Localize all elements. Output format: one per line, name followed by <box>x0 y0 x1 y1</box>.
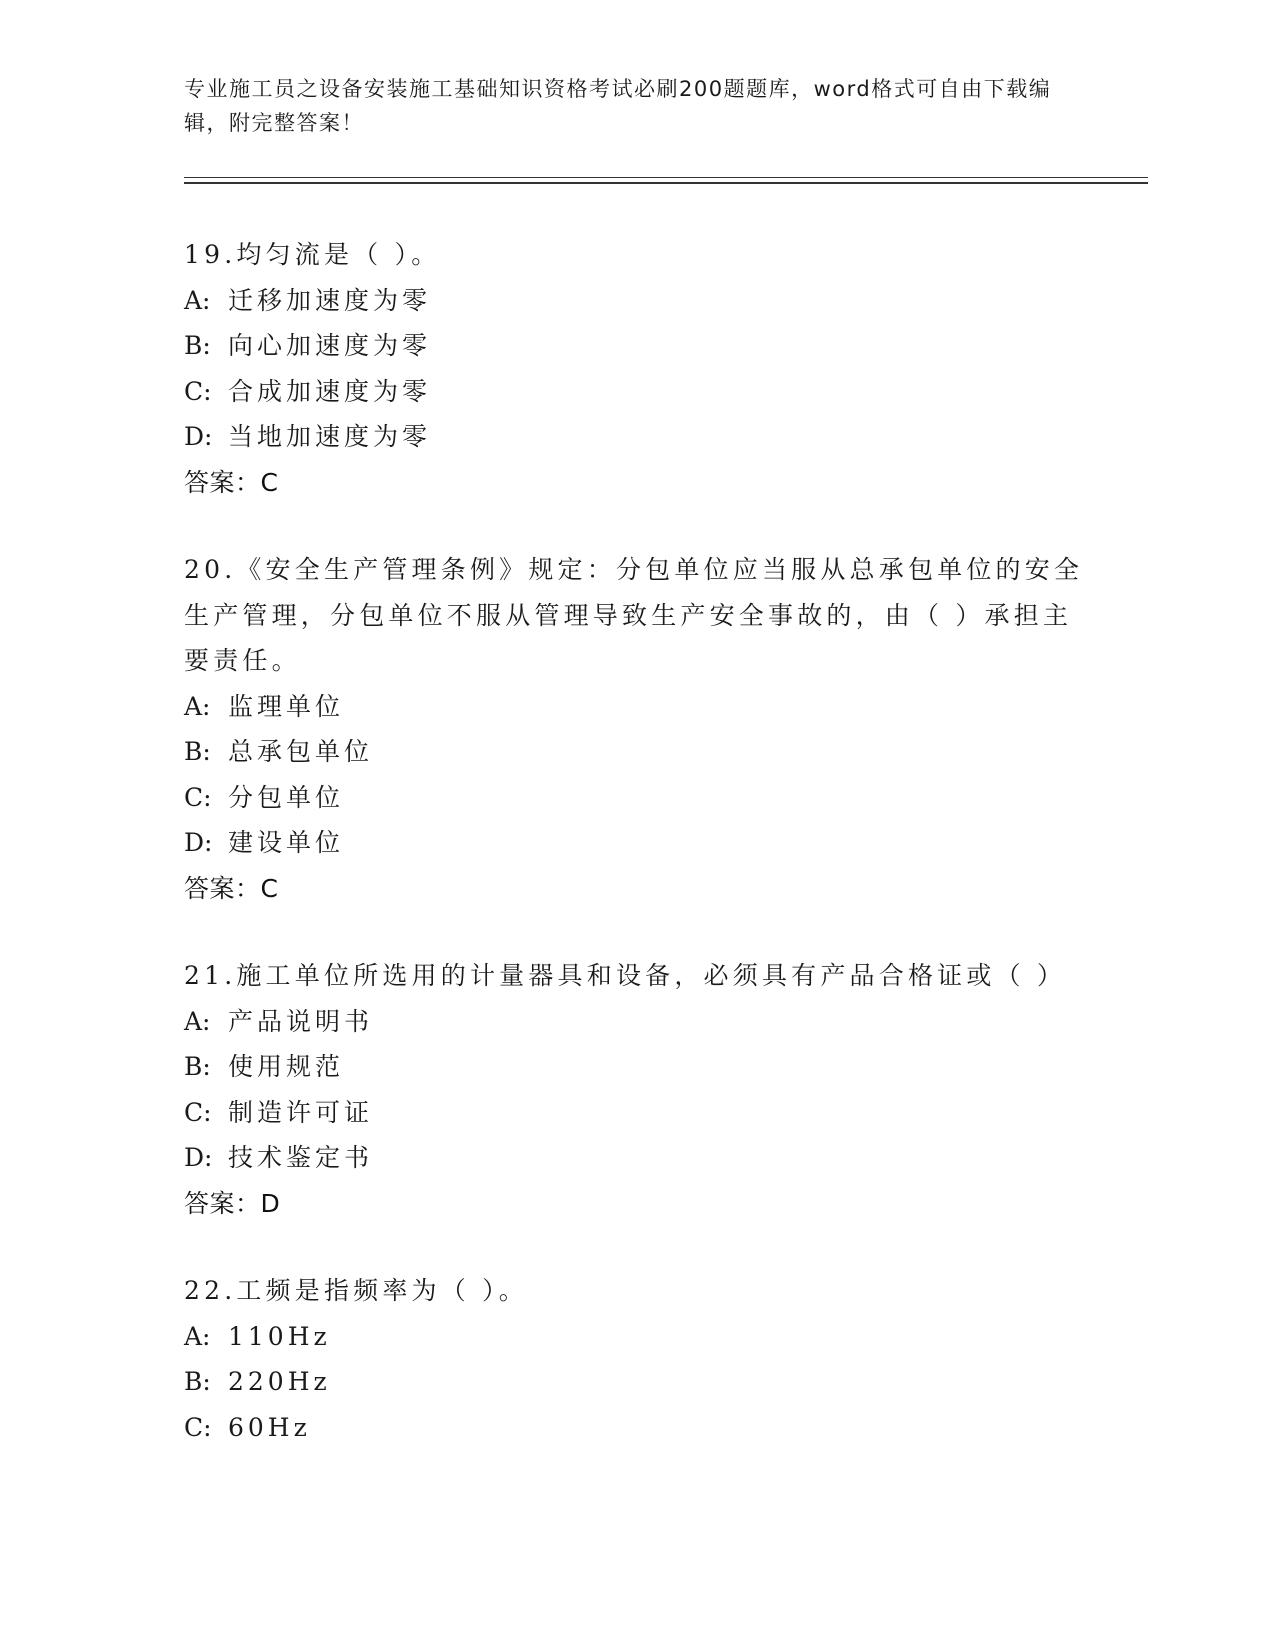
option-text: 合成加速度为零 <box>228 376 432 406</box>
option-a <box>184 684 1084 730</box>
option-letter: D: <box>184 828 213 857</box>
option-letter: B: <box>184 331 211 360</box>
option-text: 110Hz <box>228 1321 331 1351</box>
option-text: 制造许可证 <box>228 1097 374 1127</box>
option-text: 向心加速度为零 <box>228 331 432 360</box>
option-c <box>184 1405 1084 1451</box>
option-d <box>184 820 1084 866</box>
answer-line: 答案：C <box>184 467 279 497</box>
question-22 <box>184 1268 1084 1450</box>
question-21 <box>184 953 1084 1226</box>
answer-line: 答案：D <box>184 1188 281 1218</box>
option-text: 监理单位 <box>228 691 345 721</box>
option-d <box>184 1135 1084 1181</box>
option-letter: A: <box>184 285 211 315</box>
option-letter: B: <box>184 737 211 766</box>
option-text: 当地加速度为零 <box>228 422 432 451</box>
option-letter: D: <box>184 1143 213 1172</box>
option-letter: C: <box>184 1097 212 1127</box>
question-19 <box>184 232 1084 505</box>
option-text: 迁移加速度为零 <box>228 285 432 315</box>
option-text: 建设单位 <box>228 828 345 857</box>
option-d <box>184 414 1084 460</box>
option-text: 技术鉴定书 <box>228 1143 374 1172</box>
option-text: 使用规范 <box>228 1052 345 1081</box>
header-rule-top <box>184 177 1148 178</box>
option-letter: C: <box>184 376 212 406</box>
question-stem: 21.施工单位所选用的计量器具和设备，必须具有产品合格证或（ ） <box>184 961 1067 990</box>
option-c <box>184 775 1084 821</box>
option-letter: B: <box>184 1367 211 1396</box>
question-stem: 22.工频是指频率为（ ）。 <box>184 1276 529 1305</box>
option-text: 220Hz <box>228 1367 331 1396</box>
question-stem: 19.均匀流是（ ）。 <box>184 240 441 269</box>
answer-line: 答案：C <box>184 873 279 903</box>
option-text: 总承包单位 <box>228 737 374 766</box>
option-letter: A: <box>184 1006 211 1036</box>
question-list <box>184 232 1084 1492</box>
question-stem: 20.《安全生产管理条例》规定：分包单位应当服从总承包单位的安全生产管理，分包单位不服从管理导致生产安全事故的，由（ ）承担主要责任。 <box>184 555 1084 675</box>
option-c <box>184 369 1084 415</box>
option-b <box>184 729 1084 775</box>
question-20 <box>184 547 1084 911</box>
option-text: 60Hz <box>228 1412 311 1442</box>
option-a <box>184 1314 1084 1360</box>
option-a <box>184 278 1084 324</box>
option-letter: D: <box>184 422 213 451</box>
option-b <box>184 323 1084 369</box>
option-letter: A: <box>184 691 211 721</box>
option-b <box>184 1359 1084 1405</box>
option-text: 分包单位 <box>228 782 345 812</box>
option-letter: C: <box>184 1412 212 1442</box>
option-text: 产品说明书 <box>228 1006 374 1036</box>
option-c <box>184 1090 1084 1136</box>
option-letter: A: <box>184 1321 211 1351</box>
option-b <box>184 1044 1084 1090</box>
option-letter: C: <box>184 782 212 812</box>
header-rule-bottom <box>184 182 1148 184</box>
option-letter: B: <box>184 1052 211 1081</box>
document-header: 专业施工员之设备安装施工基础知识资格考试必刷200题题库，word格式可自由下载编辑，附完整答案！ <box>184 77 1052 135</box>
option-a <box>184 999 1084 1045</box>
